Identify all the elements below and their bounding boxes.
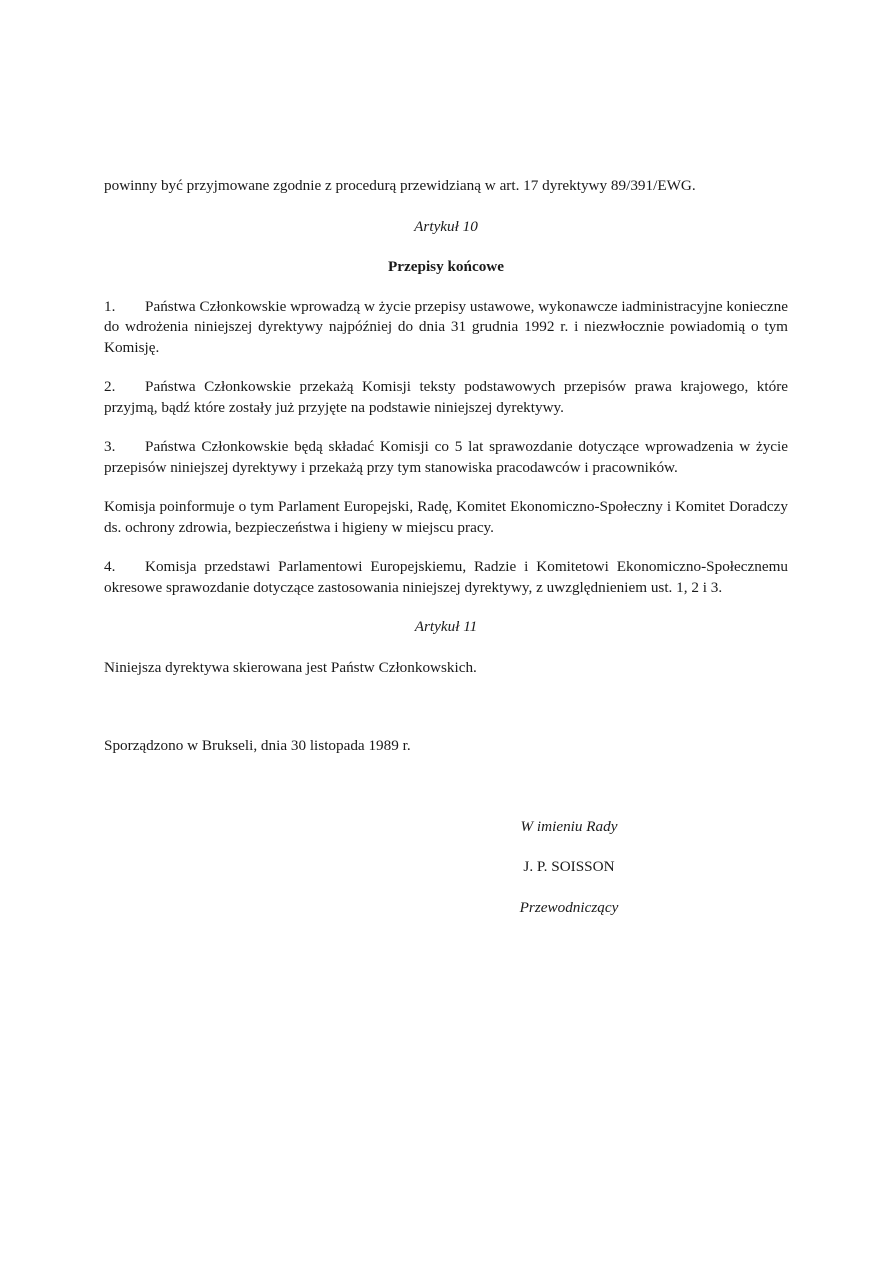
paragraph-4 — [104, 557, 788, 598]
signature-role: Przewodniczący — [519, 898, 619, 916]
section-title: Przepisy końcowe — [388, 258, 504, 275]
paragraph-text: Komisja poinformuje o tym Parlament Europejski, Radę, Komitet Ekonomiczno-Społeczny i Komitet Doradczy ds. ochrony zdrowia, bezpieczeństwa i higieny w miejscu pracy. — [104, 498, 788, 536]
signature-on-behalf: W imieniu Rady — [520, 817, 618, 835]
paragraph-text: Państwa Członkowskie wprowadzą w życie przepisy ustawowe, wykonawcze iadministracyjne konieczne do wdrożenia niniejszej dyrektywy najpóźniej do dnia 31 grudnia 1992 r. i niezwłocznie powiadomią o tym Komisję. — [104, 297, 788, 356]
signature-name: J. P. SOISSON — [523, 858, 615, 875]
signature-block — [514, 817, 624, 919]
paragraph-number: 2. — [104, 378, 116, 395]
article-11-text: Niniejsza dyrektywa skierowana jest Państw Członkowskich. — [104, 658, 477, 676]
paragraph-1 — [104, 297, 788, 359]
paragraph-3 — [104, 437, 788, 478]
paragraph-2 — [104, 377, 788, 418]
paragraph-number: 4. — [104, 558, 116, 575]
article-11-heading: Artykuł 11 — [414, 618, 478, 635]
article-10-heading: Artykuł 10 — [414, 217, 478, 235]
paragraph-number: 1. — [104, 297, 116, 315]
paragraph-number: 3. — [104, 438, 116, 455]
paragraph-text: Państwa Członkowskie przekażą Komisji teksty podstawowych przepisów prawa krajowego, które przyjmą, bądź które zostały już przyjęte na podstawie niniejszej dyrektywy. — [104, 378, 788, 416]
paragraph-text: Państwa Członkowskie będą składać Komisji co 5 lat sprawozdanie dotyczące wprowadzenia w życie przepisów niniejszej dyrektywy i przekażą przy tym stanowiska pracodawców i pracowników. — [104, 438, 788, 476]
paragraph-commission-inform — [104, 497, 788, 538]
date-place-line: Sporządzono w Brukseli, dnia 30 listopada 1989 r. — [104, 737, 411, 754]
intro-line: powinny być przyjmowane zgodnie z procedurą przewidzianą w art. 17 dyrektywy 89/391/EWG. — [104, 177, 696, 194]
paragraph-text: Komisja przedstawi Parlamentowi Europejskiemu, Radzie i Komitetowi Ekonomiczno-Społecznemu okresowe sprawozdanie dotyczące zastosowania niniejszej dyrektywy, z uwzględnieniem ust. 1, 2 i 3. — [104, 558, 788, 596]
document-page — [104, 176, 788, 916]
